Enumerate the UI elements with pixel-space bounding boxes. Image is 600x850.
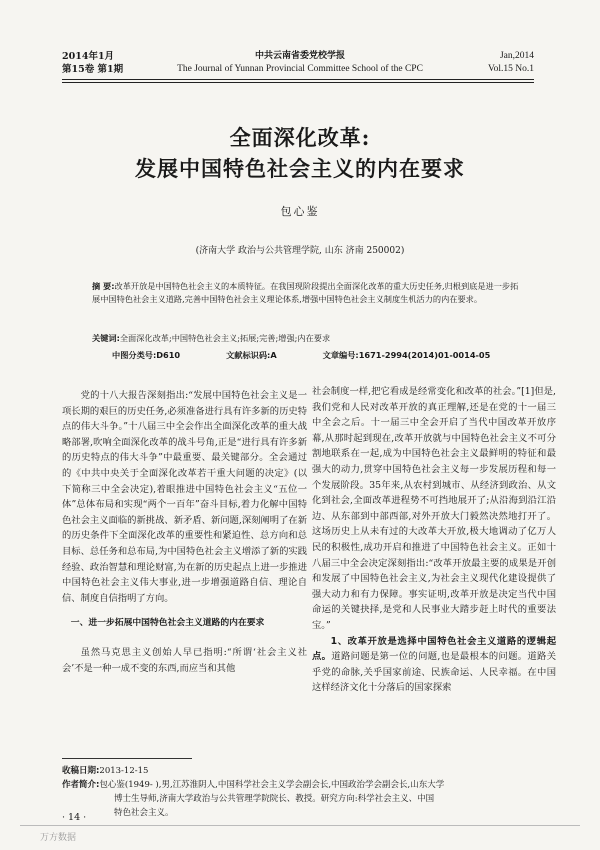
journal-name-en: The Journal of Yunnan Provincial Committee School of the CPC [177,64,423,74]
body-paragraph: 社会制度一样,把它看成是经常变化和改革的社会。”[1]但是,我们党和人民对改革开放的真正理解,还是在党的十一届三中全会之后。十一届三中全会开启了当代中国改革开放序幕,从那时起到现在,改革开放就与中国特色社会主义不可分割地联系在一起,成为中国特色社会主义最鲜明的特征和最强大的动力,贯穿中国特色社会主义每一步发展历程和每一个发展阶段。35年来,从农村到城市、从经济到政治、从文化到社会,全面改革进程势不可挡地展开了;从沿海到沿江沿边、从东部到中部西部,对外开放大门毅然决然地打开了。这场历史上从未有过的大改革大开放,极大地调动了亿万人民的积极性,成功开启和推进了中国特色社会主义。正如十八届三中全会决定深刻指出:“改革开放最主要的成果是开创和发展了中国特色社会主义,为社会主义现代化建设提供了强大动力和有力保障。事实证明,改革开放是决定当代中国命运的关键抉择,是党和人民事业大踏步赶上时代的重要法宝。” [312,386,556,631]
header-issue-info [62,50,123,76]
keywords-text: 全面深化改革;中国特色社会主义;拓展;完善;增强;内在要求 [119,333,331,343]
page-number: · 14 · [62,812,87,823]
document-code: 文献标识码:A [226,350,277,360]
header-journal [150,50,450,76]
keywords [92,332,520,345]
header-issue-info-en [488,50,534,76]
header-volume-en: Vol.15 No.1 [487,64,534,74]
footnote-rule [62,758,192,759]
bio-line: 包心鉴(1949- ),男,江苏淮阴人,中国科学社会主义学会副会长,中国政治学会副会长,山东大学 [99,780,445,790]
section-heading: 一、进一步拓展中国特色社会主义道路的内在要求 [70,618,265,629]
body-left-column [62,388,307,677]
article-number: 文章编号:1671-2994(2014)01-0014-05 [322,350,491,360]
author-affiliation: (济南大学 政治与公共管理学院, 山东 济南 250002) [195,246,405,256]
footer-rule [20,825,580,826]
bio-label: 作者简介: [62,780,100,790]
clc-number: 中图分类号:D610 [112,350,181,360]
author-name: 包心鉴 [280,205,320,218]
received-date: 2013-12-15 [99,766,149,776]
watermark: 万方数据 [40,833,77,843]
subsection-text: 道路问题是第一位的问题,也是最根本的问题。道路关乎党的命脉,关乎国家前途、民族命运、人民幸福。在中国这样经济文化十分落后的国家探索 [312,651,556,694]
body-paragraph: 党的十八大报告深刻指出:“发展中国特色社会主义是一项长期的艰巨的历史任务,必须准备进行具有许多新的历史特点的伟大斗争。”十八届三中全会作出全面深化改革的重大战略部署,吹响全面深化改革的战斗号角,正是“进行具有许多新的历史特点的伟大斗争”中最重要、最关键部分。全会通过的《中共中央关于全面深化改革若干重大问题的决定》(以下简称三中全会决定),着眼推进中国特色社会主义“五位一体”总体布局和实现“两个一百年”奋斗目标,着力化解中国特色社会主义面临的新挑战、新矛盾、新问题,深刻阐明了在新的历史条件下全面深化改革的重要性和紧迫性、总方向和总目标、总任务和总布局,为中国特色社会主义增添了新的实践经验、政治智慧和理论财富,为在新的历史起点上进一步推进中国特色社会主义伟大事业,进一步增强道路自信、理论自信、制度自信指明了方向。 [62,390,307,604]
bio-line: 特色社会主义。 [114,808,174,818]
body-paragraph [312,634,556,696]
header-volume: 第15卷 第1期 [62,64,124,75]
subsection-heading: 1、改革开放是选择中国特色社会主义道路的逻辑起点。 [312,635,556,663]
header-rule [62,79,534,80]
received-label: 收稿日期: [62,766,100,776]
journal-name-cn: 中共云南省委党校学报 [254,51,345,61]
header-rule-thin [62,82,534,83]
abstract-text: 改革开放是中国特色社会主义的本质特征。在我国现阶段提出全面深化改革的重大历史任务,归根到底是进一步拓展中国特色社会主义道路,完善中国特色社会主义理论体系,增强中国特色社会主义制度生机活力的内在要求。 [92,281,519,304]
classification-line [112,350,490,361]
abstract [92,280,520,306]
body-right-column [312,384,556,696]
keywords-label: 关键词: [92,333,120,343]
bio-line: 博士生导师,济南大学政治与公共管理学院院长、教授。研究方向:科学社会主义、中国 [114,794,435,804]
abstract-label: 摘 要: [92,281,115,291]
header-date: 2014年1月 [62,51,115,62]
article-title-line1: 全面深化改革: [229,125,371,150]
header-date-en: Jan,2014 [499,51,534,61]
received-date-line [62,764,552,778]
author-bio [62,778,552,820]
body-paragraph: 虽然马克思主义创始人早已指明:“所谓‘社会主义社会’不是一种一成不变的东西,而应当和其他 [62,647,307,674]
article-title-line2: 发展中国特色社会主义的内在要求 [135,156,465,181]
footnote [62,764,552,820]
